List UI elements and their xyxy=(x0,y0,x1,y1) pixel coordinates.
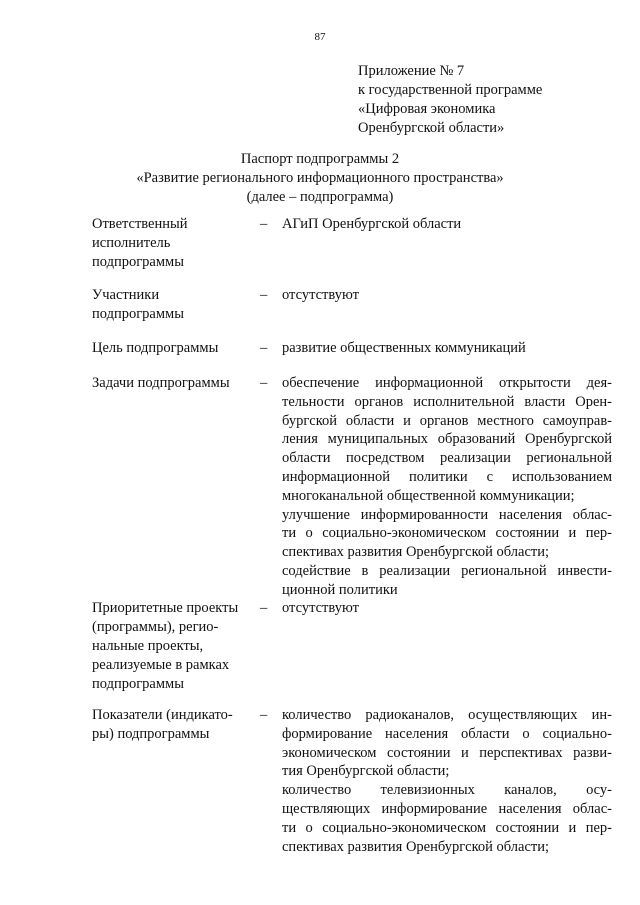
label-line: реализуемые в рамках xyxy=(92,657,230,673)
appendix-line: Приложение № 7 xyxy=(358,63,465,79)
value-line: ти о социально-экономическом состоянии и пер- xyxy=(282,819,612,836)
row-label xyxy=(92,215,252,272)
appendix-line: к государственной программе xyxy=(358,82,543,98)
value-line: тия Оренбургской области; xyxy=(282,763,450,780)
label-line: Показатели (индикато- xyxy=(92,707,233,723)
value-line: бургской области и органов местного самоуправ- xyxy=(282,412,612,429)
label-line: исполнитель xyxy=(92,235,171,251)
value-line: развитие общественных коммуникаций xyxy=(282,340,526,356)
label-line: подпрограммы xyxy=(92,676,184,692)
label-line: Приоритетные проекты xyxy=(92,600,239,616)
dash-separator: – xyxy=(260,216,268,232)
label-line: ры) подпрограммы xyxy=(92,726,210,742)
dash-separator: – xyxy=(260,375,268,391)
row-label xyxy=(92,374,252,393)
appendix-line: Оренбургской области» xyxy=(358,120,505,136)
title-line: Паспорт подпрограммы 2 xyxy=(240,151,400,167)
row-value xyxy=(282,286,612,305)
value-line: ционной политики xyxy=(282,581,398,598)
value-line: области посредством реализации региональной xyxy=(282,450,612,467)
page-number: 87 xyxy=(314,31,326,43)
value-line: экономическом состоянии и перспективах разви- xyxy=(282,744,612,761)
dash-separator: – xyxy=(260,600,268,616)
value-line: формирование населения области о социально- xyxy=(282,725,612,742)
dash-separator: – xyxy=(260,340,268,356)
row-label xyxy=(92,706,252,744)
label-line: Цель подпрограммы xyxy=(92,340,219,356)
label-line: (программы), регио- xyxy=(92,619,219,635)
title-line: «Развитие регионального информационного пространства» xyxy=(136,170,504,186)
row-value xyxy=(282,339,612,358)
value-line: содействие в реализации региональной инвести- xyxy=(282,562,612,579)
value-line: отсутствуют xyxy=(282,287,359,303)
title-line: (далее – подпрограмма) xyxy=(246,189,394,205)
value-line: многоканальной общественной коммуникации; xyxy=(282,487,575,504)
row-value xyxy=(282,599,612,618)
value-line: отсутствуют xyxy=(282,600,359,616)
row-label xyxy=(92,599,252,694)
value-line: ществляющих информирование населения облас- xyxy=(282,800,612,817)
row-label xyxy=(92,339,252,358)
label-line: подпрограммы xyxy=(92,306,184,322)
row-value xyxy=(282,374,612,600)
value-line: тельности органов исполнительной власти Орен- xyxy=(282,393,612,410)
value-line: количество радиоканалов, осуществляющих ин- xyxy=(282,707,612,723)
appendix-line: «Цифровая экономика xyxy=(358,101,496,117)
label-line: подпрограммы xyxy=(92,254,184,270)
row-label xyxy=(92,286,252,324)
value-line: информационной политики с использованием xyxy=(282,468,612,485)
value-line: ления муниципальных образований Оренбургской xyxy=(282,431,612,448)
document-title xyxy=(0,150,640,207)
dash-separator: – xyxy=(260,287,268,303)
value-line: улучшение информированности населения облас- xyxy=(282,506,612,523)
value-line: спективах развития Оренбургской области; xyxy=(282,544,550,561)
row-value xyxy=(282,706,612,856)
label-line: Участники xyxy=(92,287,160,303)
row-value xyxy=(282,215,612,234)
label-line: Задачи подпрограммы xyxy=(92,375,230,391)
appendix-header xyxy=(358,62,542,138)
label-line: нальные проекты, xyxy=(92,638,204,654)
value-line: обеспечение информационной открытости дея- xyxy=(282,375,612,391)
value-line: АГиП Оренбургской области xyxy=(282,216,462,232)
value-line: ти о социально-экономическом состоянии и пер- xyxy=(282,525,612,542)
value-line: количество телевизионных каналов, осу- xyxy=(282,782,612,799)
value-line: спективах развития Оренбургской области; xyxy=(282,838,550,855)
label-line: Ответственный xyxy=(92,216,188,232)
dash-separator: – xyxy=(260,707,268,723)
